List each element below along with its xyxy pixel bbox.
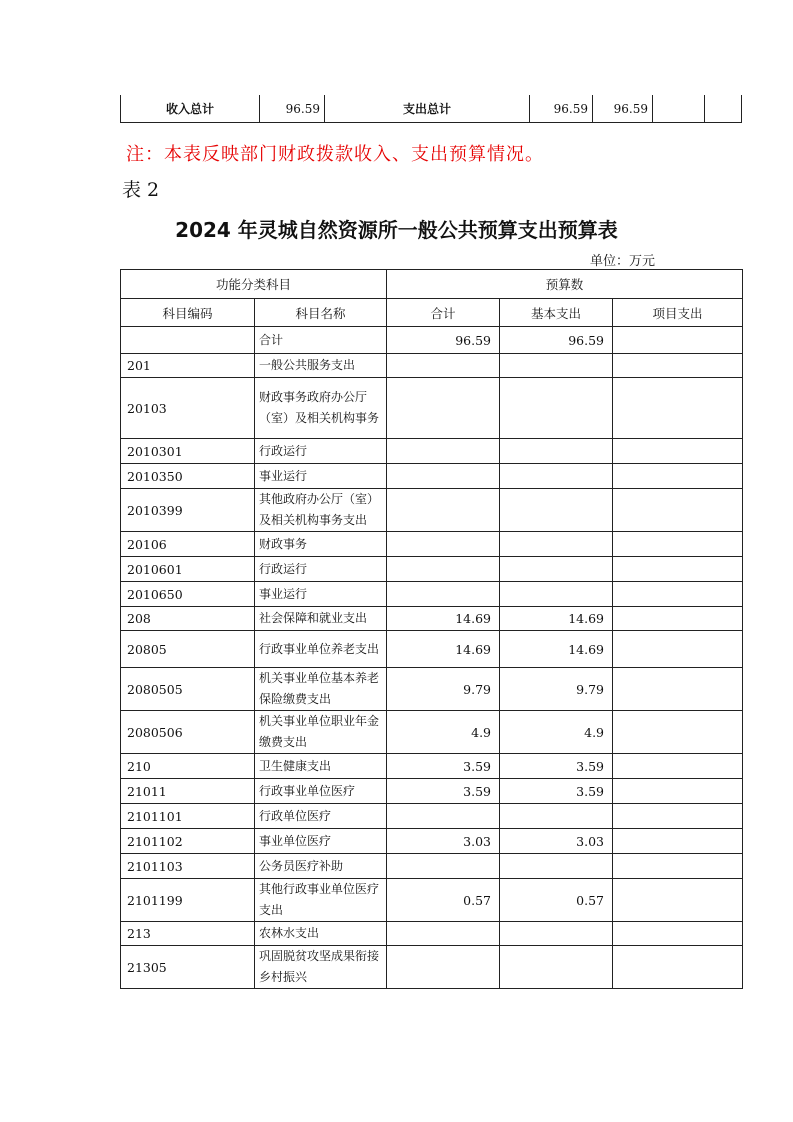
basic-value [500,489,613,532]
subject-name: 合计 [255,327,387,354]
total-value: 3.03 [387,829,500,854]
basic-value [500,378,613,439]
table-row [121,829,743,854]
project-value [613,439,743,464]
header-project: 项目支出 [613,299,743,327]
unit-label: 单位：万元 [590,254,656,269]
subject-name: 机关事业单位基本养老保险缴费支出 [255,668,387,711]
basic-value [500,804,613,829]
subject-code: 21305 [121,946,255,989]
subject-code: 213 [121,922,255,946]
basic-value: 96.59 [500,327,613,354]
basic-value [500,557,613,582]
subject-code: 2101103 [121,854,255,879]
project-value [613,754,743,779]
empty-cell [653,95,705,123]
budget-table [120,269,743,989]
subject-name: 其他政府办公厅（室）及相关机构事务支出 [255,489,387,532]
header-total: 合计 [387,299,500,327]
table-row [121,489,743,532]
header-budget-group: 预算数 [387,270,743,299]
project-value [613,829,743,854]
table-row [121,557,743,582]
subject-name: 行政单位医疗 [255,804,387,829]
total-value: 14.69 [387,607,500,631]
table-row [121,582,743,607]
table-row [121,946,743,989]
project-value [613,532,743,557]
table-row [121,532,743,557]
subject-code: 2080506 [121,711,255,754]
table-row [121,668,743,711]
total-value [387,946,500,989]
project-value [613,804,743,829]
income-total-label: 收入总计 [120,95,260,123]
project-value [613,378,743,439]
subject-code: 2101102 [121,829,255,854]
subject-code: 2101199 [121,879,255,922]
subject-name: 行政事业单位医疗 [255,779,387,804]
expense-total-label: 支出总计 [325,95,530,123]
project-value [613,879,743,922]
subject-code: 2010601 [121,557,255,582]
total-value [387,922,500,946]
header-code: 科目编码 [121,299,255,327]
basic-value [500,439,613,464]
basic-value: 14.69 [500,607,613,631]
total-value [387,439,500,464]
basic-value: 3.03 [500,829,613,854]
project-value [613,354,743,378]
project-value [613,489,743,532]
project-value [613,582,743,607]
total-value: 9.79 [387,668,500,711]
subject-name: 农林水支出 [255,922,387,946]
total-value [387,489,500,532]
empty-cell [705,95,742,123]
total-value [387,582,500,607]
basic-value: 3.59 [500,754,613,779]
expense-total-value-2: 96.59 [593,95,653,123]
page-title: 2024 年灵城自然资源所一般公共预算支出预算表 [175,218,618,242]
subject-code: 208 [121,607,255,631]
project-value [613,946,743,989]
expense-total-value-1: 96.59 [530,95,593,123]
total-value [387,854,500,879]
subject-name: 卫生健康支出 [255,754,387,779]
subject-code: 201 [121,354,255,378]
total-value: 14.69 [387,631,500,668]
table-row [121,607,743,631]
subject-name: 财政事务 [255,532,387,557]
total-value: 3.59 [387,779,500,804]
subject-code: 20805 [121,631,255,668]
table-row [121,464,743,489]
subject-name: 一般公共服务支出 [255,354,387,378]
summary-row [120,95,742,123]
total-value: 4.9 [387,711,500,754]
total-value: 0.57 [387,879,500,922]
header-group-row [121,270,743,299]
basic-value: 0.57 [500,879,613,922]
project-value [613,668,743,711]
subject-code [121,327,255,354]
total-value [387,804,500,829]
total-value [387,532,500,557]
table-row [121,804,743,829]
project-value [613,607,743,631]
basic-value [500,854,613,879]
subject-code: 20106 [121,532,255,557]
basic-value [500,532,613,557]
table-row [121,378,743,439]
subject-code: 2010650 [121,582,255,607]
project-value [613,631,743,668]
project-value [613,854,743,879]
header-subject-group: 功能分类科目 [121,270,387,299]
basic-value: 4.9 [500,711,613,754]
basic-value [500,464,613,489]
total-value [387,378,500,439]
total-value [387,557,500,582]
subject-code: 210 [121,754,255,779]
basic-value [500,946,613,989]
project-value [613,711,743,754]
project-value [613,327,743,354]
table-row [121,439,743,464]
table-row [121,754,743,779]
table-label: 表 2 [122,179,160,201]
subject-code: 2010399 [121,489,255,532]
subject-name: 行政运行 [255,439,387,464]
subject-name: 机关事业单位职业年金缴费支出 [255,711,387,754]
header-row [121,299,743,327]
subject-code: 20103 [121,378,255,439]
basic-value [500,354,613,378]
total-value [387,464,500,489]
subject-code: 2010301 [121,439,255,464]
table-row [121,711,743,754]
subject-name: 行政事业单位养老支出 [255,631,387,668]
table-row [121,631,743,668]
project-value [613,779,743,804]
subject-name: 其他行政事业单位医疗支出 [255,879,387,922]
subject-code: 2080505 [121,668,255,711]
table-row [121,327,743,354]
project-value [613,464,743,489]
total-value: 96.59 [387,327,500,354]
subject-code: 21011 [121,779,255,804]
subject-code: 2101101 [121,804,255,829]
basic-value [500,582,613,607]
header-basic: 基本支出 [500,299,613,327]
subject-name: 巩固脱贫攻坚成果衔接乡村振兴 [255,946,387,989]
subject-name: 事业运行 [255,464,387,489]
subject-name: 事业运行 [255,582,387,607]
basic-value: 9.79 [500,668,613,711]
basic-value: 14.69 [500,631,613,668]
table-row [121,854,743,879]
table-row [121,922,743,946]
table-row [121,879,743,922]
project-value [613,922,743,946]
subject-name: 行政运行 [255,557,387,582]
basic-value: 3.59 [500,779,613,804]
subject-name: 社会保障和就业支出 [255,607,387,631]
table-row [121,354,743,378]
basic-value [500,922,613,946]
total-value: 3.59 [387,754,500,779]
header-name: 科目名称 [255,299,387,327]
income-total-value: 96.59 [260,95,325,123]
total-value [387,354,500,378]
subject-code: 2010350 [121,464,255,489]
subject-name: 财政事务政府办公厅（室）及相关机构事务 [255,378,387,439]
table-row [121,779,743,804]
subject-name: 公务员医疗补助 [255,854,387,879]
budget-note: 注：本表反映部门财政拨款收入、支出预算情况。 [126,144,544,165]
subject-name: 事业单位医疗 [255,829,387,854]
project-value [613,557,743,582]
